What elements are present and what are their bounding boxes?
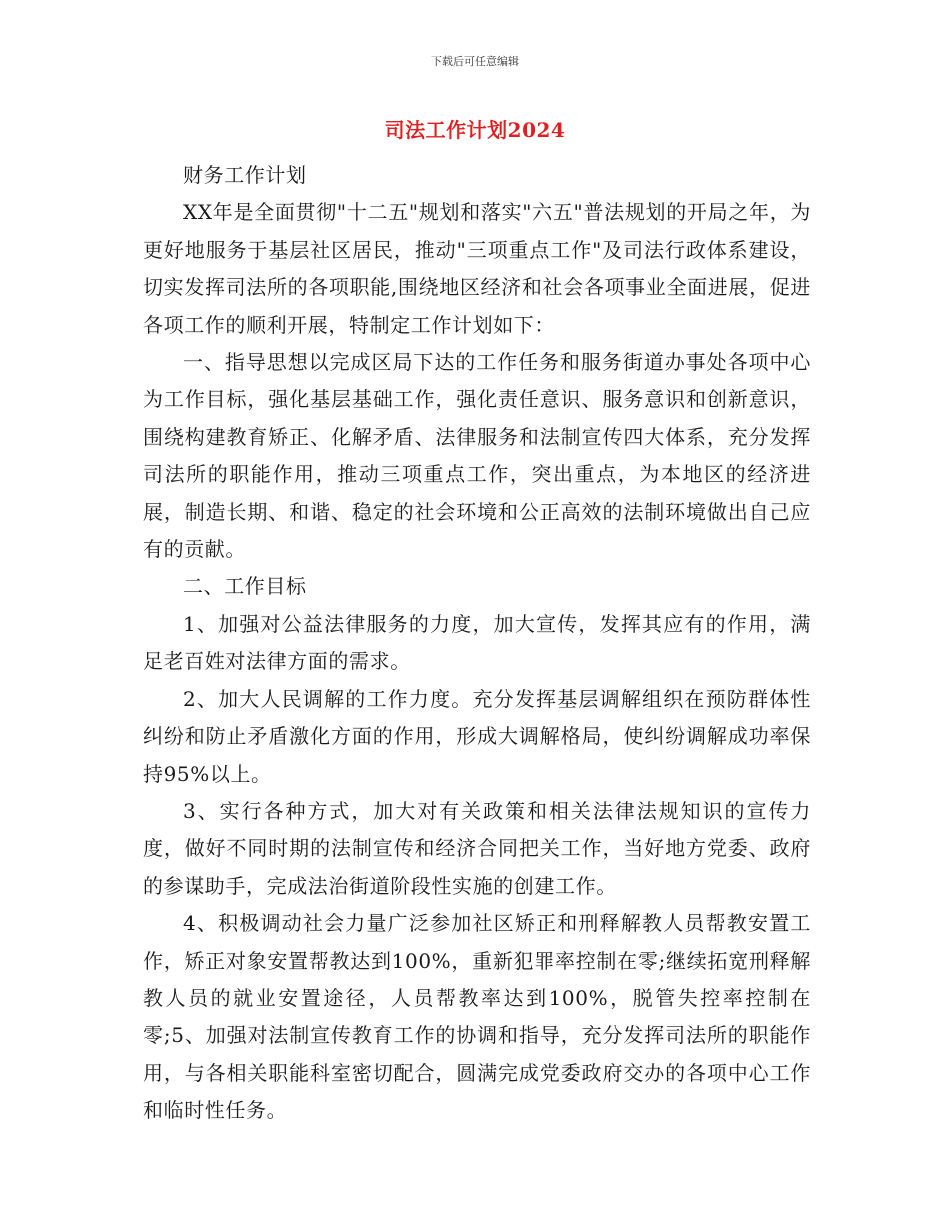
paragraph-guiding-ideology: 一、指导思想以完成区局下达的工作任务和服务街道办事处各项中心为工作目标，强化基层基础工作，强化责任意识、服务意识和创新意识，围绕构建教育矫正、化解矛盾、法律服务和法制宣传四大体系，充分发挥司法所的职能作用，推动三项重点工作，突出重点，为本地区的经济进展，制造长期、和谐、稳定的社会环境和公正高效的法制环境做出自己应有的贡献。 xyxy=(143,350,811,562)
paragraph-goal-2: 2、加大人民调解的工作力度。充分发挥基层调解组织在预防群体性纠纷和防止矛盾激化方面的作用，形成大调解格局，使纠纷调解成功率保持95%以上。 xyxy=(143,686,811,786)
paragraph-subtitle: 财务工作计划 xyxy=(183,163,307,187)
document-body xyxy=(143,157,811,1130)
paragraph-goal-4: 4、积极调动社会力量广泛参加社区矫正和刑释解教人员帮教安置工作，矫正对象安置帮教达到100%，重新犯罪率控制在零;继续拓宽刑释解教人员的就业安置途径，人员帮教率达到100%，脱管失控率控制在零;5、加强对法制宣传教育工作的协调和指导，充分发挥司法所的职能作用，与各相关职能科室密切配合，圆满完成党委政府交办的各项中心工作和临时性任务。 xyxy=(143,911,811,1123)
section-heading-goals: 二、工作目标 xyxy=(183,574,307,599)
paragraph-goal-3: 3、实行各种方式，加大对有关政策和相关法律法规知识的宣传力度，做好不同时期的法制宣传和经济合同把关工作，当好地方党委、政府的参谋助手，完成法治街道阶段性实施的创建工作。 xyxy=(143,798,811,898)
document-title: 司法工作计划2024 xyxy=(384,118,566,142)
paragraph-intro: XX年是全面贯彻"十二五"规划和落实"六五"普法规划的开局之年，为更好地服务于基层社区居民，推动"三项重点工作"及司法行政体系建设，切实发挥司法所的各项职能,围绕地区经济和社会各项事业全面进展，促进各项工作的顺利开展，特制定工作计划如下： xyxy=(143,200,811,337)
paragraph-goal-1: 1、加强对公益法律服务的力度，加大宣传，发挥其应有的作用，满足老百姓对法律方面的需求。 xyxy=(143,611,811,674)
header-note: 下载后可任意编辑 xyxy=(431,55,519,68)
